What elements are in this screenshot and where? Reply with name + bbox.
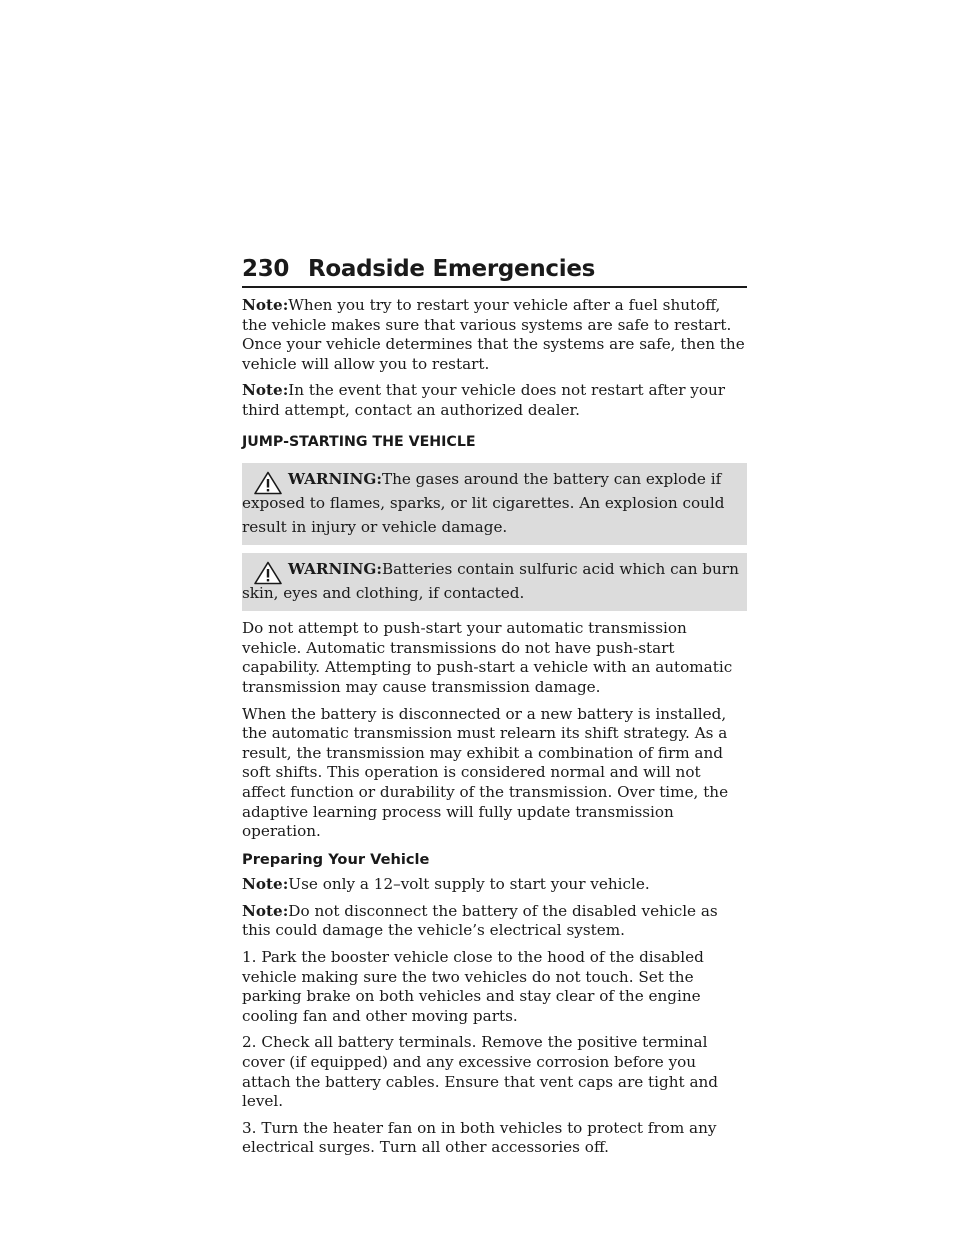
note-label: Note: xyxy=(242,296,289,314)
warning-label: WARNING: xyxy=(288,470,382,489)
preparing-heading: Preparing Your Vehicle xyxy=(242,850,430,868)
page-number: 230 xyxy=(242,256,290,282)
warning-label: WARNING: xyxy=(288,560,382,579)
warning-triangle-icon xyxy=(254,561,282,585)
step-item: 2. Check all battery terminals. Remove the positive terminal cover (if equipped) and any excessive corrosion before you attach the battery cables. Ensure that vent caps are tight and level. xyxy=(242,1033,719,1111)
note-label: Note: xyxy=(242,875,289,894)
note-text: Use only a 12–volt supply to start your vehicle. xyxy=(288,875,650,894)
step-item: 3. Turn the heater fan on in both vehicles to protect from any electrical surges. Turn all other accessories off. xyxy=(242,1118,717,1157)
warning-text xyxy=(242,467,743,539)
warning-text xyxy=(242,557,743,605)
step-item: 1. Park the booster vehicle close to the hood of the disabled vehicle making sure the two vehicles do not touch. Set the parking brake on both vehicles and stay clear of the engine cooling fan and other moving parts. xyxy=(242,948,704,1025)
steps-list xyxy=(242,948,747,1158)
warning-body: Batteries contain sulfuric acid which can burn skin, eyes and clothing, if contacted. xyxy=(242,560,739,603)
note-paragraph xyxy=(242,875,747,895)
warning-box xyxy=(242,553,747,611)
section-title: Roadside Emergencies xyxy=(308,256,596,282)
body-paragraph: Do not attempt to push-start your automatic transmission vehicle. Automatic transmissions do not have push-start capability. Attempting to push-start a vehicle with an automatic transmission may cause transmission damage. xyxy=(242,619,733,696)
body-paragraph: When the battery is disconnected or a new battery is installed, the automatic transmission must relearn its shift strategy. As a result, the transmission may exhibit a combination of firm and soft shifts. This operation is considered normal and will not affect function or durability of the transmission. Over time, the adaptive learning process will fully update transmission operation. xyxy=(242,704,729,841)
note-label: Note: xyxy=(242,901,289,920)
note-text: Do not disconnect the battery of the disabled vehicle as this could damage the vehicle’s electrical system. xyxy=(242,901,718,940)
note-text: When you try to restart your vehicle after a fuel shutoff, the vehicle makes sure that various systems are safe to restart. Once your vehicle determines that the systems are safe, then the vehicle will allow you to restart. xyxy=(242,296,745,373)
note-paragraph xyxy=(242,296,747,374)
jump-starting-heading: JUMP-STARTING THE VEHICLE xyxy=(242,433,476,450)
note-label: Note: xyxy=(242,381,289,400)
page-content xyxy=(242,296,747,1165)
page-header xyxy=(242,256,747,288)
note-text: In the event that your vehicle does not restart after your third attempt, contact an authorized dealer. xyxy=(242,381,726,419)
warning-body: The gases around the battery can explode if exposed to flames, sparks, or lit cigarettes. An explosion could result in injury or vehicle damage. xyxy=(242,470,725,537)
warning-box xyxy=(242,463,747,545)
note-paragraph xyxy=(242,381,747,420)
note-paragraph xyxy=(242,902,747,941)
warning-triangle-icon xyxy=(254,471,282,495)
